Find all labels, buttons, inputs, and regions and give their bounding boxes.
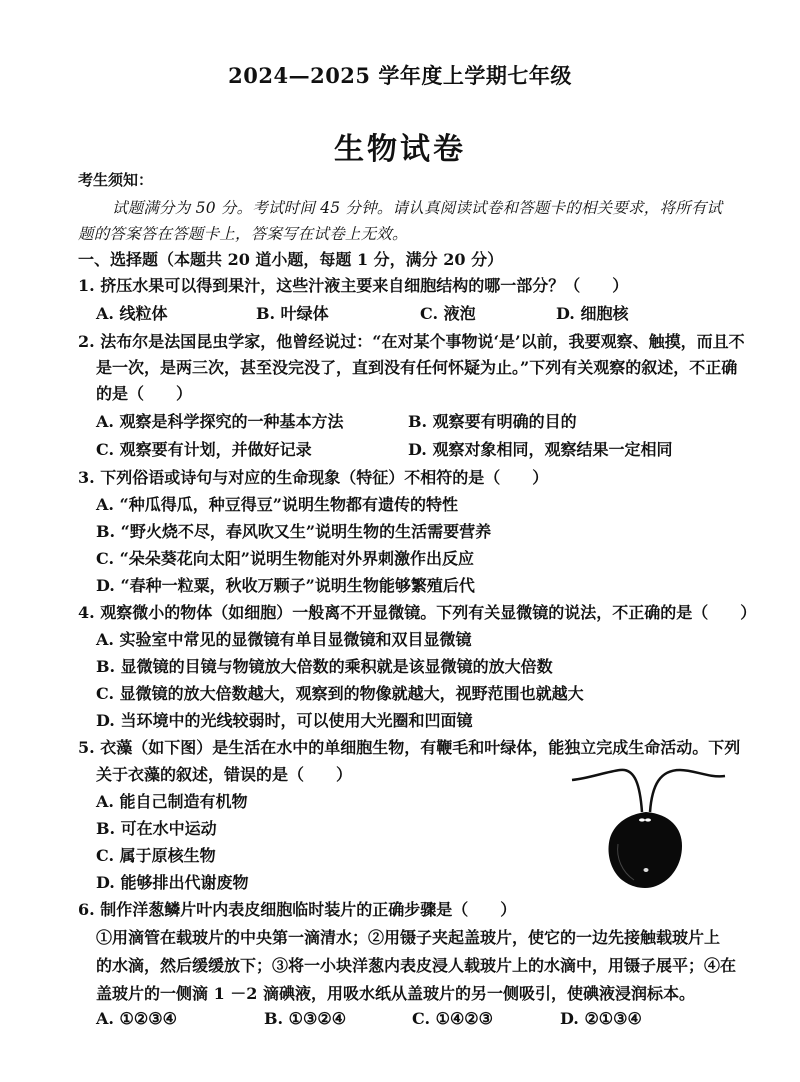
chlamydomonas-illustration-icon [560,760,780,900]
question-4-option-d: D. 当环境中的光线较弱时，可以使用大光圈和凹面镜 [96,711,473,730]
question-5-option-d: D. 能够排出代谢废物 [96,873,249,892]
question-3-option-a: A. “种瓜得瓜，种豆得豆”说明生物都有遗传的特性 [96,495,458,514]
question-2-option-c: C. 观察要有计划，并做好记录 [96,440,312,459]
question-6-option-c: C. ①④②③ [412,1009,493,1028]
question-6-option-a: A. ①②③④ [96,1009,177,1028]
question-2-stem-line-3: 的是（ ） [96,384,193,403]
question-6-step-line-1: ①用滴管在载玻片的中央第一滴清水；②用镊子夹起盖玻片，使它的一边先接触载玻片上 [96,928,721,947]
question-6-option-d: D. ②①③④ [560,1009,642,1028]
question-3-stem: 3. 下列俗语或诗句与对应的生命现象（特征）不相符的是（ ） [78,468,549,487]
question-3-option-d: D. “春种一粒粟，秋收万颗子”说明生物能够繁殖后代 [96,576,475,595]
question-3-option-c: C. “朵朵葵花向太阳”说明生物能对外界刺激作出反应 [96,549,475,568]
question-5-stem-line-1: 5. 衣藻（如下图）是生活在水中的单细胞生物，有鞭毛和叶绿体，能独立完成生命活动。下列 [78,738,741,757]
notice-line-1: 试题满分为 50 分。考试时间 45 分钟。请认真阅读试卷和答题卡的相关要求，将所有试 [112,199,723,217]
question-2-option-a: A. 观察是科学探究的一种基本方法 [96,412,344,431]
question-1-option-d: D. 细胞核 [556,304,629,323]
exam-subject-title: 生物试卷 [334,132,466,167]
question-1-option-b: B. 叶绿体 [256,304,329,323]
question-1-option-c: C. 液泡 [420,304,476,323]
exam-year-title: 2024—2025 学年度上学期七年级 [228,63,572,88]
section-heading: 一、选择题（本题共 20 道小题，每题 1 分，满分 20 分） [78,250,504,269]
question-6-step-line-2: 的水滴，然后缓缓放下；③将一小块洋葱内表皮浸人载玻片上的水滴中，用镊子展平；④在 [96,956,737,975]
question-6-stem: 6. 制作洋葱鳞片叶内表皮细胞临时装片的正确步骤是（ ） [78,900,517,919]
question-5-stem-line-2: 关于衣藻的叙述，错误的是（ ） [96,765,353,784]
question-6-option-b: B. ①③②④ [264,1009,347,1028]
question-2-stem-line-2: 是一次，是两三次，甚至没完没了，直到没有任何怀疑为止。”下列有关观察的叙述，不正确 [96,358,738,377]
question-2-stem-line-1: 2. 法布尔是法国昆虫学家，他曾经说过：“在对某个事物说‘是’以前，我要观察、触摸，而且不 [78,332,745,351]
question-1-stem: 1. 挤压水果可以得到果汁，这些汁液主要来自细胞结构的哪一部分？（ ） [78,276,629,295]
question-2-option-d: D. 观察对象相同，观察结果一定相同 [408,440,673,459]
notice-heading: 考生须知： [78,171,154,189]
question-6-step-line-3: 盖玻片的一侧滴 1 －2 滴碘液，用吸水纸从盖玻片的另一侧吸引，使碘液浸润标本。 [96,984,695,1003]
question-5-option-a: A. 能自己制造有机物 [96,792,248,811]
question-5-option-c: C. 属于原核生物 [96,846,216,865]
question-1-option-a: A. 线粒体 [96,304,168,323]
question-5-option-b: B. 可在水中运动 [96,819,217,838]
question-4-option-a: A. 实验室中常见的显微镜有单目显微镜和双目显微镜 [96,630,472,649]
question-4-stem: 4. 观察微小的物体（如细胞）一般离不开显微镜。下列有关显微镜的说法，不正确的是（ ） [78,603,757,622]
notice-line-2: 题的答案答在答题卡上，答案写在试卷上无效。 [78,225,408,243]
question-2-option-b: B. 观察要有明确的目的 [408,412,577,431]
question-4-option-c: C. 显微镜的放大倍数越大，观察到的物像就越大，视野范围也就越大 [96,684,584,703]
chlamydomonas-figure [560,760,780,900]
question-3-option-b: B. “野火烧不尽，春风吹又生”说明生物的生活需要营养 [96,522,492,541]
question-4-option-b: B. 显微镜的目镜与物镜放大倍数的乘积就是该显微镜的放大倍数 [96,657,553,676]
